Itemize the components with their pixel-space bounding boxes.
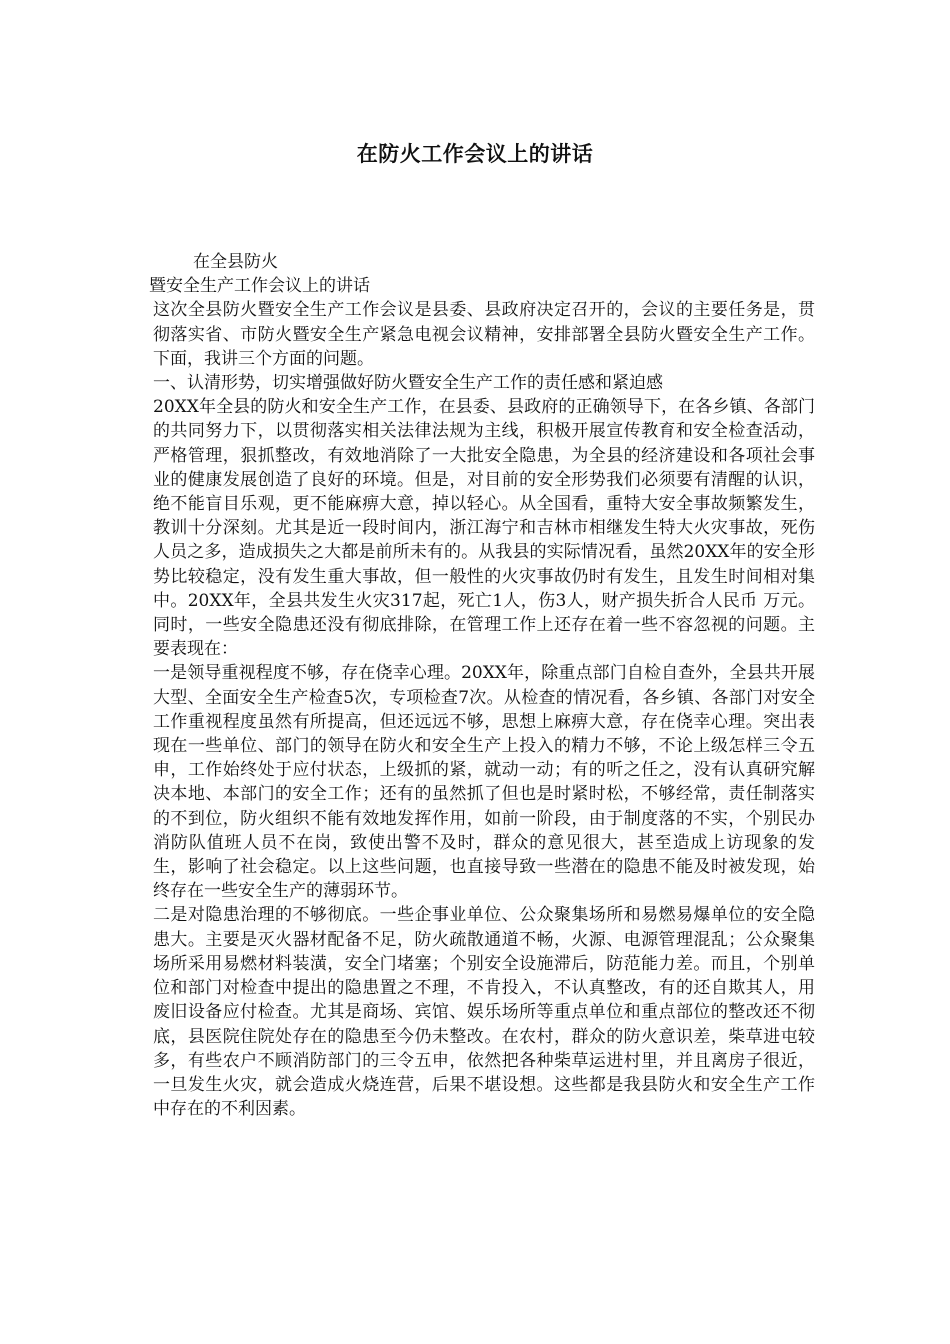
document-body (145, 250, 815, 1121)
problem-one-paragraph: 一是领导重视程度不够，存在侥幸心理。20XX年，除重点部门自检自查外，全县共开展大型、全面安全生产检查5次，专项检查7次。从检查的情况看，各乡镇、各部门对安全工作重视程度虽然有所提高，但还远远不够，思想上麻痹大意，存在侥幸心理。突出表现在一些单位、部门的领导在防火和安全生产上投入的精力不够，不论上级怎样三令五申，工作始终处于应付状态，上级抓的紧，就动一动；有的听之任之，没有认真研究解决本地、本部门的安全工作；还有的虽然抓了但也是时紧时松，不够经常，责任制落实的不到位，防火组织不能有效地发挥作用，如前一阶段，由于制度落的不实，个别民办消防队值班人员不在岗，致使出警不及时，群众的意见很大，甚至造成上访现象的发生，影响了社会稳定。以上这些问题，也直接导致一些潜在的隐患不能及时被发现，始终存在一些安全生产的薄弱环节。 (153, 663, 815, 902)
section-heading-1: 一、认清形势，切实增强做好防火暨安全生产工作的责任感和紧迫感 (153, 373, 663, 394)
salutation-line-1: 在全县防火 (193, 252, 278, 272)
situation-paragraph: 20XX年全县的防火和安全生产工作，在县委、县政府的正确领导下，在各乡镇、各部门的共同努力下，以贯彻落实相关法律法规为主线，积极开展宣传教育和安全检查活动，严格管理，狠抓整改，有效地消除了一大批安全隐患，为全县的经济建设和各项社会事业的健康发展创造了良好的环境。但是，对目前的安全形势我们必须要有清醒的认识，绝不能盲目乐观，更不能麻痹大意，掉以轻心。从全国看，重特大安全事故频繁发生，教训十分深刻。尤其是近一段时间内，浙江海宁和吉林市相继发生特大火灾事故，死伤人员之多，造成损失之大都是前所未有的。从我县的实际情况看，虽然20XX年的安全形势比较稳定，没有发生重大事故，但一般性的火灾事故仍时有发生，且发生时间相对集中。20XX年，全县共发生火灾317起，死亡1人，伤3人，财产损失折合人民币 万元。同时，一些安全隐患还没有彻底排除，在管理工作上还存在着一些不容忽视的问题。主要表现在： (153, 397, 815, 660)
salutation-line-2: 暨安全生产工作会议上的讲话 (149, 276, 370, 297)
intro-paragraph: 这次全县防火暨安全生产工作会议是县委、县政府决定召开的，会议的主要任务是，贯彻落实省、市防火暨安全生产紧急电视会议精神，安排部署全县防火暨安全生产工作。下面，我讲三个方面的问题。 (153, 300, 815, 369)
problem-two-paragraph: 二是对隐患治理的不够彻底。一些企事业单位、公众聚集场所和易燃易爆单位的安全隐患大。主要是灭火器材配备不足，防火疏散通道不畅，火源、电源管理混乱；公众聚集场所采用易燃材料装潢，安全门堵塞；个别安全设施滞后，防范能力差。而且，个别单位和部门对检查中提出的隐患置之不理，不肯投入，不认真整改，有的还自欺其人，用废旧设备应付检查。尤其是商场、宾馆、娱乐场所等重点单位和重点部位的整改还不彻底，县医院住院处存在的隐患至今仍未整改。在农村，群众的防火意识差，柴草进屯较多，有些农户不顾消防部门的三令五申，依然把各种柴草运进村里，并且离房子很近，一旦发生火灾，就会造成火烧连营，后果不堪设想。这些都是我县防火和安全生产工作中存在的不利因素。 (153, 905, 815, 1120)
document-title: 在防火工作会议上的讲话 (356, 141, 594, 166)
